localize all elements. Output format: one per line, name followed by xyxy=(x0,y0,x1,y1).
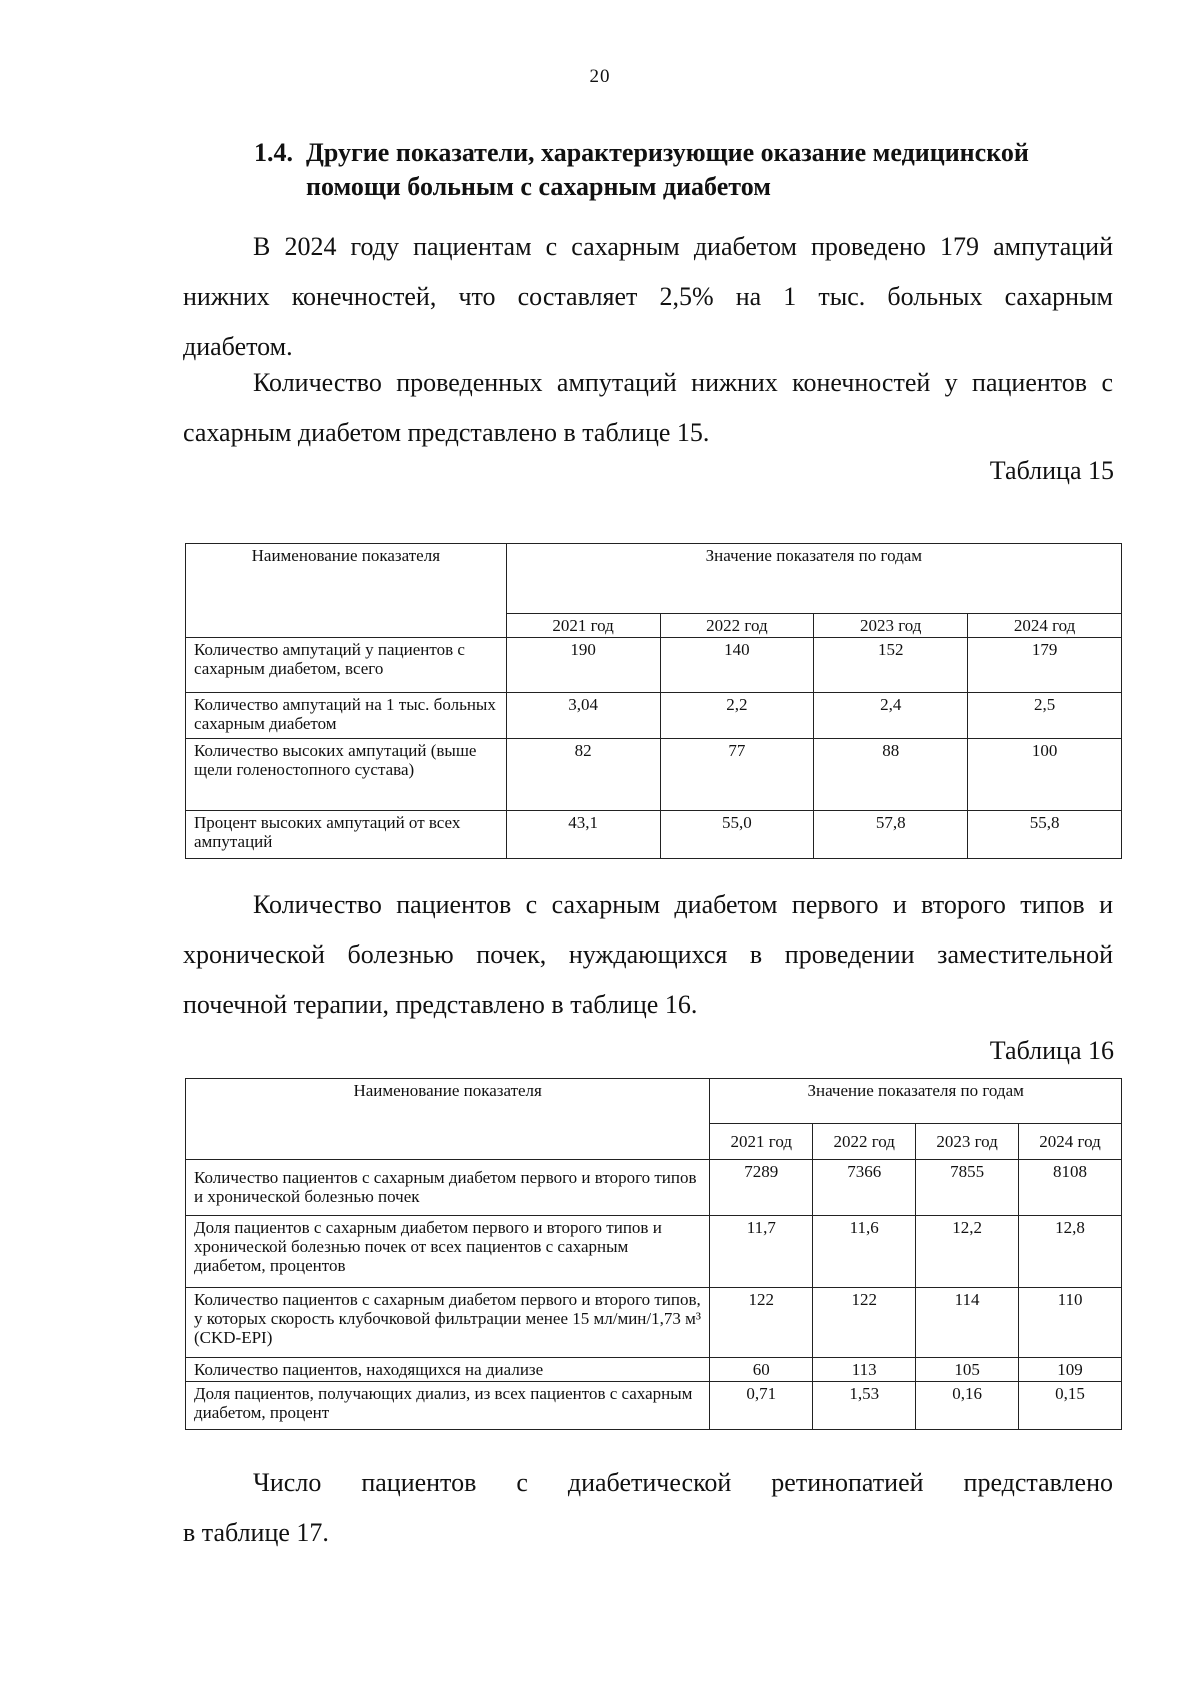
table-15 xyxy=(185,543,1122,859)
cell-value: 82 xyxy=(506,739,660,811)
cell-value: 105 xyxy=(916,1358,1019,1382)
p2-line1: Количество проведенных ампутаций нижних конечностей у пациентов с xyxy=(253,368,1113,397)
table-row xyxy=(186,1358,1122,1382)
row-label: Количество высоких ампутаций (выше щели голеностопного сустава) xyxy=(186,739,507,811)
cell-value: 55,8 xyxy=(968,811,1122,859)
p1-line2: нижних конечностей, что составляет 2,5% на 1 тыс. больных сахарным xyxy=(183,282,1113,311)
row-label: Количество пациентов, находящихся на диализе xyxy=(186,1358,710,1382)
table-16 xyxy=(185,1078,1122,1430)
cell-value: 179 xyxy=(968,638,1122,693)
row-label: Количество пациентов с сахарным диабетом первого и второго типов, у которых скорость клубочковой фильтрации менее 15 мл/мин/1,73 м³ (CKD-EPI) xyxy=(186,1288,710,1358)
paragraph-table17-ref xyxy=(183,1458,1113,1558)
cell-value: 110 xyxy=(1019,1288,1122,1358)
cell-value: 12,8 xyxy=(1019,1216,1122,1288)
cell-value: 55,0 xyxy=(660,811,814,859)
row-label: Доля пациентов с сахарным диабетом первого и второго типов и хронической болезнью почек от всех пациентов с сахарным диабетом, процентов xyxy=(186,1216,710,1288)
table16-year: 2023 год xyxy=(916,1124,1019,1160)
p3-line1: Количество пациентов с сахарным диабетом первого и второго типов и xyxy=(253,890,1113,919)
p3-line2: хронической болезнью почек, нуждающихся в проведении заместительной xyxy=(183,940,1113,969)
section-heading xyxy=(254,136,1134,204)
p1-line3: диабетом. xyxy=(183,332,293,361)
table15-year: 2021 год xyxy=(506,614,660,638)
cell-value: 100 xyxy=(968,739,1122,811)
cell-value: 0,71 xyxy=(710,1382,813,1430)
cell-value: 77 xyxy=(660,739,814,811)
cell-value: 8108 xyxy=(1019,1160,1122,1216)
cell-value: 2,5 xyxy=(968,693,1122,739)
paragraph-amputations-intro xyxy=(183,222,1113,372)
cell-value: 7366 xyxy=(813,1160,916,1216)
cell-value: 7289 xyxy=(710,1160,813,1216)
cell-value: 60 xyxy=(710,1358,813,1382)
cell-value: 88 xyxy=(814,739,968,811)
table-row xyxy=(186,1216,1122,1288)
cell-value: 152 xyxy=(814,638,968,693)
cell-value: 0,16 xyxy=(916,1382,1019,1430)
section-title-line1: Другие показатели, характеризующие оказание медицинской xyxy=(306,138,1029,167)
cell-value: 43,1 xyxy=(506,811,660,859)
table-row xyxy=(186,693,1122,739)
p4-line1: Число пациентов с диабетической ретинопатией представлено xyxy=(253,1468,1113,1497)
table16-year: 2021 год xyxy=(710,1124,813,1160)
table15-year: 2024 год xyxy=(968,614,1122,638)
cell-value: 140 xyxy=(660,638,814,693)
cell-value: 122 xyxy=(813,1288,916,1358)
section-number: 1.4. xyxy=(254,138,293,167)
table15-year: 2023 год xyxy=(814,614,968,638)
table15-caption: Таблица 15 xyxy=(989,456,1114,485)
cell-value: 122 xyxy=(710,1288,813,1358)
paragraph-table15-ref xyxy=(183,358,1113,458)
table16-header-name: Наименование показателя xyxy=(186,1079,710,1160)
p2-line2: сахарным диабетом представлено в таблице 15. xyxy=(183,418,710,447)
cell-value: 2,4 xyxy=(814,693,968,739)
table-row xyxy=(186,1288,1122,1358)
p4-line2: в таблице 17. xyxy=(183,1518,329,1547)
cell-value: 2,2 xyxy=(660,693,814,739)
table16-year: 2022 год xyxy=(813,1124,916,1160)
row-label: Количество ампутаций у пациентов с сахарным диабетом, всего xyxy=(186,638,507,693)
cell-value: 12,2 xyxy=(916,1216,1019,1288)
row-label: Количество пациентов с сахарным диабетом первого и второго типов и хронической болезнью почек xyxy=(186,1160,710,1216)
cell-value: 11,6 xyxy=(813,1216,916,1288)
cell-value: 190 xyxy=(506,638,660,693)
table-row xyxy=(186,1382,1122,1430)
table16-year: 2024 год xyxy=(1019,1124,1122,1160)
cell-value: 109 xyxy=(1019,1358,1122,1382)
table-row xyxy=(186,1160,1122,1216)
row-label: Доля пациентов, получающих диализ, из всех пациентов с сахарным диабетом, процент xyxy=(186,1382,710,1430)
table15-header-values: Значение показателя по годам xyxy=(506,544,1121,614)
cell-value: 3,04 xyxy=(506,693,660,739)
table16-header-values: Значение показателя по годам xyxy=(710,1079,1122,1124)
table-row xyxy=(186,739,1122,811)
paragraph-table16-ref xyxy=(183,880,1113,1030)
row-label: Количество ампутаций на 1 тыс. больных сахарным диабетом xyxy=(186,693,507,739)
cell-value: 0,15 xyxy=(1019,1382,1122,1430)
cell-value: 11,7 xyxy=(710,1216,813,1288)
section-title-line2: помощи больным с сахарным диабетом xyxy=(306,172,771,201)
table15-year: 2022 год xyxy=(660,614,814,638)
table-row xyxy=(186,811,1122,859)
cell-value: 114 xyxy=(916,1288,1019,1358)
table15-header-name: Наименование показателя xyxy=(186,544,507,638)
row-label: Процент высоких ампутаций от всех ампутаций xyxy=(186,811,507,859)
cell-value: 113 xyxy=(813,1358,916,1382)
p3-line3: почечной терапии, представлено в таблице 16. xyxy=(183,990,698,1019)
cell-value: 7855 xyxy=(916,1160,1019,1216)
p1-line1: В 2024 году пациентам с сахарным диабетом проведено 179 ампутаций xyxy=(253,232,1113,261)
table16-caption: Таблица 16 xyxy=(989,1036,1114,1065)
cell-value: 1,53 xyxy=(813,1382,916,1430)
table-row xyxy=(186,638,1122,693)
page-number: 20 xyxy=(589,66,611,87)
cell-value: 57,8 xyxy=(814,811,968,859)
